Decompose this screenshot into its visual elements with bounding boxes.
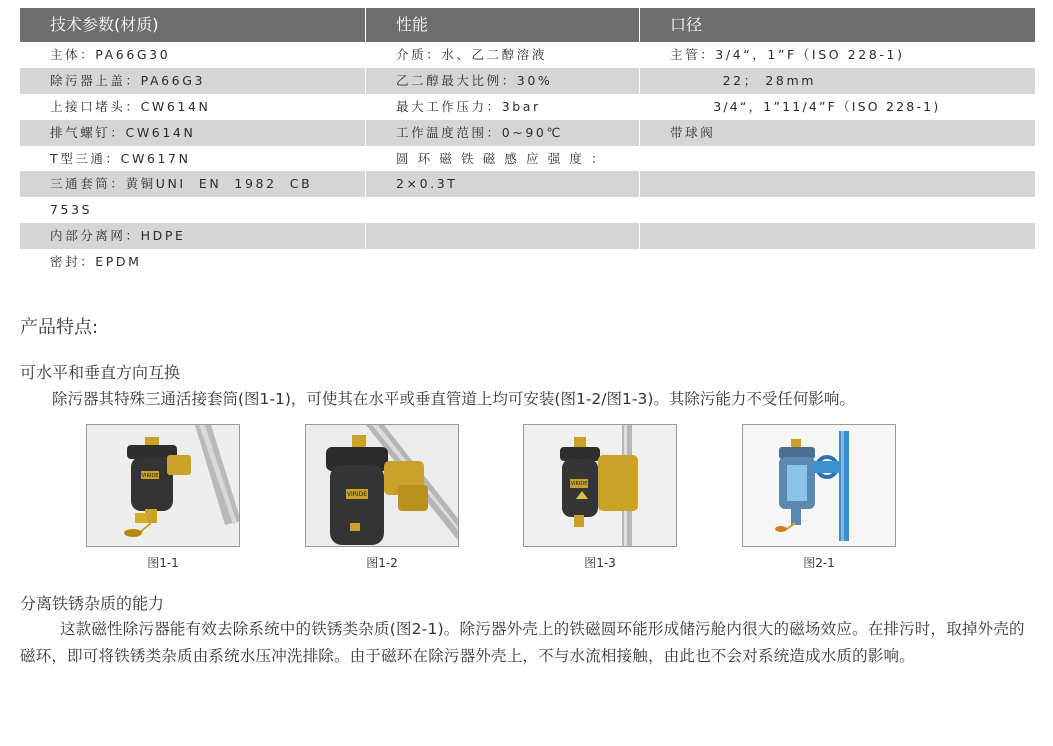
- figure-brand-label: VIRIDE: [346, 491, 368, 498]
- table-cell: [640, 171, 1035, 197]
- figure-1-3-image: [523, 424, 677, 547]
- figure-2-1-caption: 图2-1: [803, 556, 835, 570]
- table-row: [20, 223, 1035, 249]
- figure-1-2-image: [305, 424, 459, 547]
- table-cell: [640, 249, 1035, 275]
- figure-1-3-caption: 图1-3: [584, 556, 616, 570]
- section-text-interchangeable: 除污器其特殊三通活接套筒(图1-1)，可使其在水平或垂直管道上均可安装(图1-2/图1-3)。其除污能力不受任何影响。: [52, 390, 855, 408]
- table-row: [20, 68, 1035, 94]
- spec-table: [20, 8, 1035, 275]
- table-cell: 22； 28mm: [670, 72, 817, 88]
- table-cell: 除污器上盖：PA66G3: [20, 68, 366, 94]
- table-row: [20, 249, 1035, 275]
- table-cell: 密封：EPDM: [20, 249, 366, 275]
- figure-1-1-caption: 图1-1: [147, 556, 179, 570]
- table-cell: [640, 197, 1035, 223]
- header-performance: 性能: [366, 8, 640, 42]
- table-cell: 主管：3/4“，1”F（ISO 228-1): [670, 47, 905, 62]
- table-cell: 带球阀: [670, 124, 716, 140]
- table-cell: 排气螺钉：CW614N: [20, 120, 366, 146]
- table-cell: 工作温度范围：0~90℃: [366, 120, 640, 146]
- features-title: 产品特点:: [20, 317, 99, 338]
- table-cell: 主体：PA66G30: [20, 42, 366, 68]
- table-row: [20, 171, 1035, 197]
- table-row: [20, 94, 1035, 120]
- table-cell: 上接口堵头：CW614N: [20, 94, 366, 120]
- table-cell: [640, 223, 1035, 249]
- table-cell: 753S: [20, 197, 366, 223]
- header-diameter: 口径: [670, 15, 703, 34]
- figure-2-1-image: [742, 424, 896, 547]
- table-row: [20, 146, 1035, 172]
- table-cell: [366, 197, 640, 223]
- table-cell: [366, 223, 640, 249]
- section-title-interchangeable: 可水平和垂直方向互换: [20, 363, 181, 382]
- section-text-rust-separation: 这款磁性除污器能有效去除系统中的铁锈类杂质(图2-1)。除污器外壳上的铁磁圆环能形成储污舱内很大的磁场效应。在排污时，取掉外壳的磁环，即可将铁锈类杂质由系统水压冲洗排除。由于磁环在除污器外壳上，不与水流相接触，由此也不会对系统造成水质的影响。: [20, 620, 1025, 665]
- section-title-rust-separation: 分离铁锈杂质的能力: [20, 594, 165, 613]
- figure-brand-label: VIRIDE: [570, 481, 588, 487]
- figure-row: [0, 424, 1053, 574]
- table-cell: 介质：水、乙二醇溶液: [366, 42, 640, 68]
- table-row: [20, 197, 1035, 223]
- table-cell: T型三通：CW617N: [20, 146, 366, 172]
- table-cell: 内部分离网：HDPE: [20, 223, 366, 249]
- table-cell: 圆 环 磁 铁 磁 感 应 强 度 ：: [366, 146, 640, 172]
- table-cell: [366, 249, 640, 275]
- table-cell: 2×0.3T: [366, 171, 640, 197]
- table-row: [20, 120, 1035, 146]
- header-materials: 技术参数(材质): [20, 8, 366, 42]
- table-row: [20, 42, 1035, 68]
- figure-1-1-image: [86, 424, 240, 547]
- table-cell: 三通套筒：黄铜UNI EN 1982 CB: [20, 171, 366, 197]
- table-cell: 最大工作压力：3bar: [366, 94, 640, 120]
- table-cell: 乙二醇最大比例：30%: [366, 68, 640, 94]
- figure-brand-label: VIRIDE: [141, 473, 159, 479]
- figure-1-2-caption: 图1-2: [366, 556, 398, 570]
- table-cell: [640, 146, 1035, 172]
- spec-table-header: [20, 8, 1035, 42]
- table-cell: 3/4“，1”11/4”F（ISO 228-1): [670, 98, 941, 114]
